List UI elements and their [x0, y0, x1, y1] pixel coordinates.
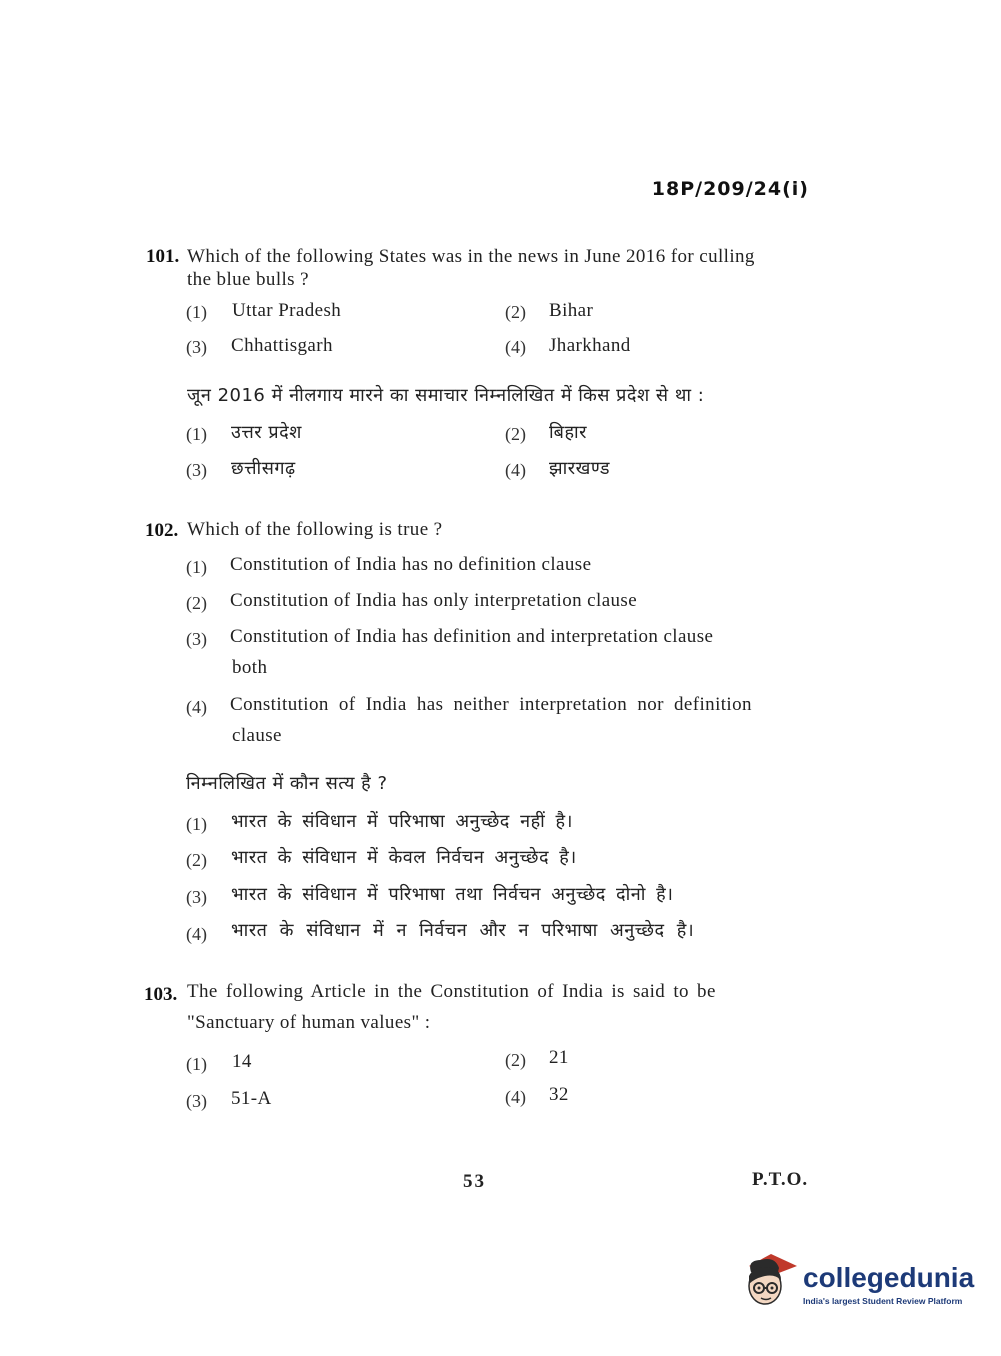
q102-hindi-option-1-text: भारत के संविधान में परिभाषा अनुच्छेद नहीं है। [231, 811, 573, 832]
q102-option-4-line1: Constitution of India has neither interpretation nor definition [230, 694, 752, 715]
q102-option-2-text: Constitution of India has only interpretation clause [230, 590, 638, 611]
question-103-text-line2: "Sanctuary of human values" : [187, 1012, 431, 1033]
collegedunia-watermark [741, 1250, 975, 1314]
q101-option-1-text: Uttar Pradesh [232, 300, 342, 321]
question-101-number: 101. [146, 246, 180, 267]
q102-option-2-number: (2) [186, 593, 207, 613]
q103-option-4-text: 32 [549, 1084, 569, 1105]
pto-label: P.T.O. [752, 1169, 809, 1190]
question-101-text-line1: Which of the following States was in the news in June 2016 for culling [187, 246, 755, 267]
q101-option-2-number: (2) [505, 302, 526, 322]
q101-hindi-option-1-text: उत्तर प्रदेश [231, 422, 302, 443]
q101-hindi-option-1-number: (1) [186, 424, 207, 444]
q102-hindi-option-3-number: (3) [186, 887, 207, 907]
q103-option-1-text: 14 [232, 1051, 252, 1072]
q102-hindi-option-3-text: भारत के संविधान में परिभाषा तथा निर्वचन अनुच्छेद दोनो है। [231, 884, 674, 905]
q102-option-3-line1: Constitution of India has definition and interpretation clause [230, 626, 714, 647]
question-102-number: 102. [145, 520, 179, 541]
question-103-number: 103. [144, 984, 178, 1005]
q103-option-4-number: (4) [505, 1087, 526, 1107]
paper-code: 18P/209/24(i) [651, 178, 809, 200]
q102-option-3-number: (3) [186, 629, 207, 649]
q103-option-2-text: 21 [549, 1047, 569, 1068]
q101-option-4-text: Jharkhand [549, 335, 631, 356]
question-103-text-line1: The following Article in the Constitution of India is said to be [187, 981, 716, 1002]
q102-hindi-option-1-number: (1) [186, 814, 207, 834]
q103-option-1-number: (1) [186, 1054, 207, 1074]
q102-hindi-option-4-number: (4) [186, 924, 207, 944]
q102-hindi-option-2-number: (2) [186, 850, 207, 870]
q102-hindi-option-2-text: भारत के संविधान में केवल निर्वचन अनुच्छेद है। [231, 847, 577, 868]
page-number: 53 [463, 1171, 486, 1192]
q101-hindi-option-4-text: झारखण्ड [549, 458, 611, 479]
q102-hindi-text: निम्नलिखित में कौन सत्य है ? [186, 773, 388, 794]
q101-option-3-number: (3) [186, 337, 207, 357]
brand-name: collegedunia [803, 1262, 975, 1293]
q101-hindi-option-3-text: छत्तीसगढ़ [231, 458, 296, 479]
q101-option-1-number: (1) [186, 302, 207, 322]
q103-option-2-number: (2) [505, 1050, 526, 1070]
brand-tagline: India's largest Student Review Platform [803, 1296, 963, 1306]
q101-option-2-text: Bihar [549, 300, 594, 321]
q102-option-1-number: (1) [186, 557, 207, 577]
q102-hindi-option-4-text: भारत के संविधान में न निर्वचन और न परिभाषा अनुच्छेद है। [231, 920, 695, 941]
question-102-text: Which of the following is true ? [187, 519, 443, 540]
q103-option-3-text: 51-A [231, 1088, 272, 1109]
q101-hindi-option-4-number: (4) [505, 460, 526, 480]
question-101-text-line2: the blue bulls ? [187, 269, 309, 290]
q101-option-3-text: Chhattisgarh [231, 335, 333, 356]
q102-option-4-number: (4) [186, 697, 207, 717]
q102-option-3-line2: both [232, 657, 268, 678]
q101-hindi-option-2-text: बिहार [549, 422, 588, 443]
q101-hindi-option-3-number: (3) [186, 460, 207, 480]
q103-option-3-number: (3) [186, 1091, 207, 1111]
q101-option-4-number: (4) [505, 337, 526, 357]
q102-option-4-line2: clause [232, 725, 282, 746]
q101-hindi-option-2-number: (2) [505, 424, 526, 444]
mascot-icon [741, 1250, 801, 1310]
q101-hindi-text: जून 2016 में नीलगाय मारने का समाचार निम्नलिखित में किस प्रदेश से था : [187, 385, 705, 406]
q102-option-1-text: Constitution of India has no definition clause [230, 554, 592, 575]
